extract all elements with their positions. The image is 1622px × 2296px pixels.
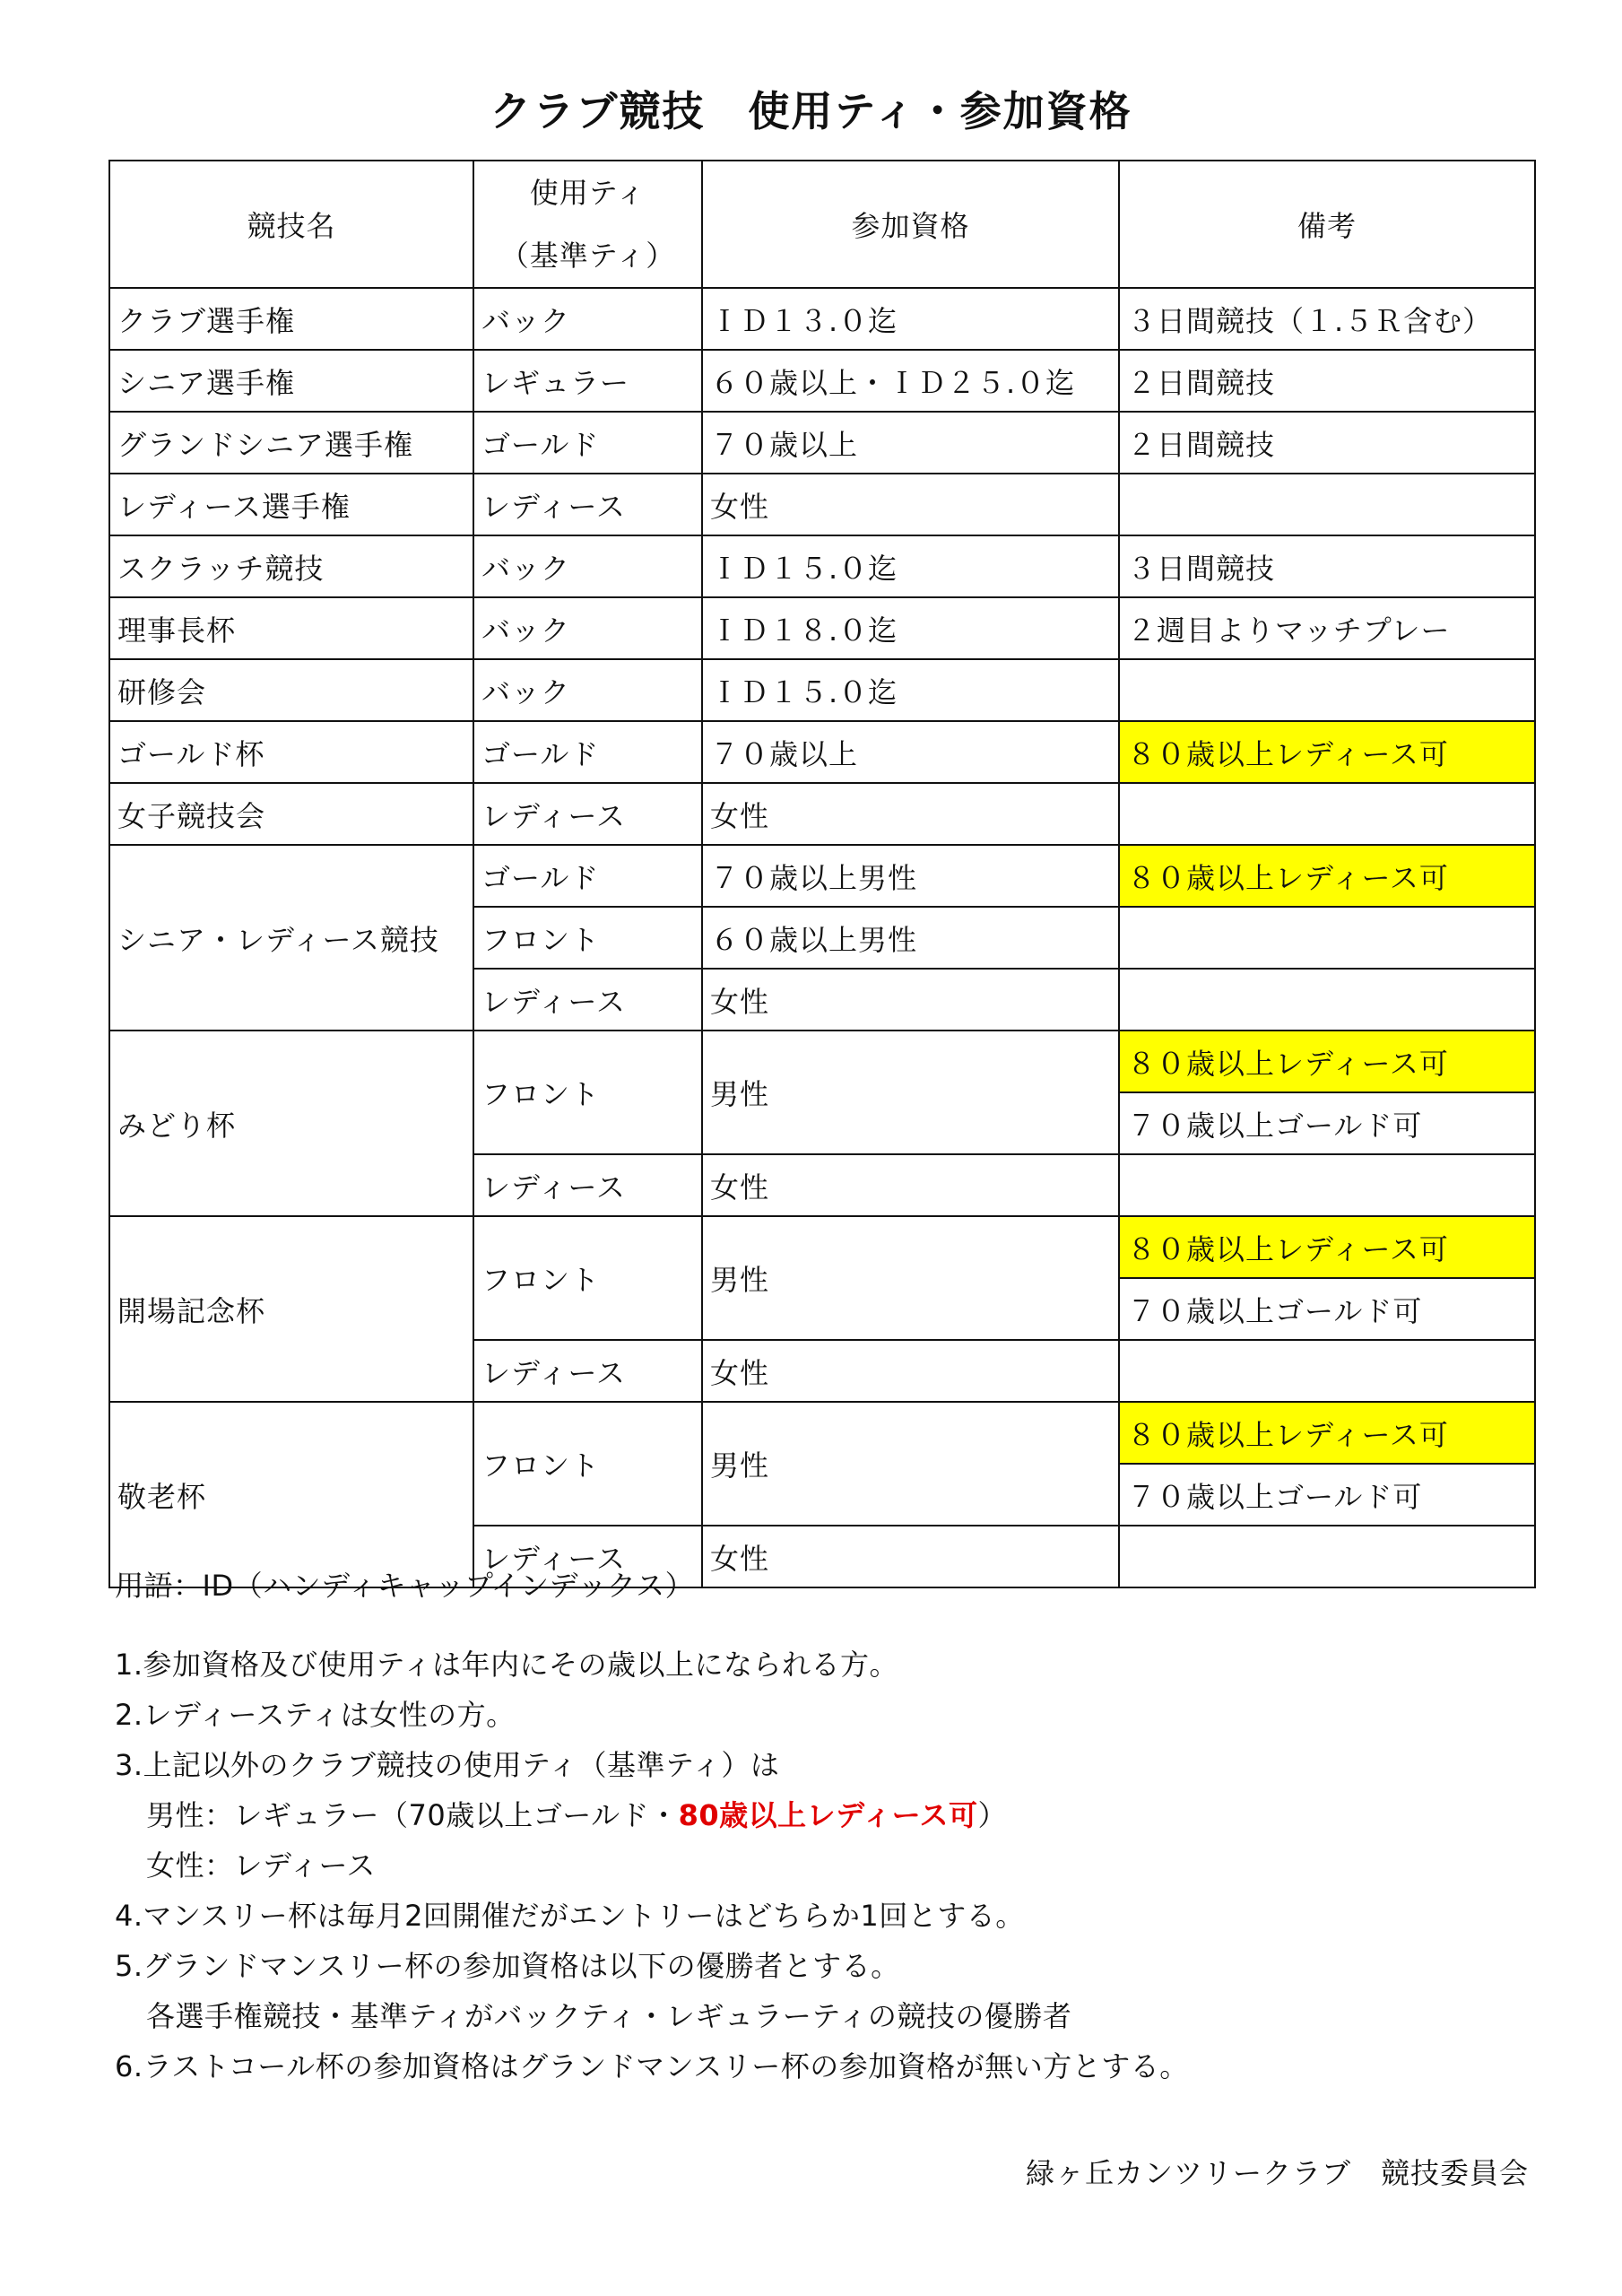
qualification-cell: ＩＤ１５.０迄	[702, 659, 1119, 721]
qualification-cell: ７０歳以上	[702, 721, 1119, 783]
qualification-cell: 女性	[702, 474, 1119, 535]
header-row	[109, 161, 1535, 288]
competition-name: 理事長杯	[109, 597, 473, 659]
tee-cell: バック	[473, 597, 702, 659]
qualification-cell: ６０歳以上男性	[702, 907, 1119, 969]
remark-cell	[1119, 1340, 1535, 1402]
competition-name: 研修会	[109, 659, 473, 721]
tee-cell: フロント	[473, 1216, 702, 1340]
tee-cell: ゴールド	[473, 845, 702, 907]
competition-name: 敬老杯	[109, 1402, 473, 1587]
competition-name: シニア・レディース競技	[109, 845, 473, 1031]
note-3-male-suffix: ）	[977, 1798, 1007, 1832]
qualification-cell: ７０歳以上	[702, 412, 1119, 474]
note-3-female: 女性：レディース	[146, 1848, 376, 1883]
page-title: クラブ競技 使用ティ・参加資格	[490, 87, 1132, 135]
tee-cell: バック	[473, 659, 702, 721]
tee-cell: フロント	[473, 1402, 702, 1526]
table-row	[109, 350, 1535, 412]
note-3: 3.上記以外のクラブ競技の使用ティ（基準ティ）は	[115, 1748, 780, 1782]
remark-cell: ２日間競技	[1119, 412, 1535, 474]
competition-name: 女子競技会	[109, 783, 473, 845]
competition-name: ゴールド杯	[109, 721, 473, 783]
note-5: 5.グランドマンスリー杯の参加資格は以下の優勝者とする。	[115, 1949, 900, 1983]
footer-signature: 緑ヶ丘カンツリークラブ 競技委員会	[1025, 2156, 1529, 2190]
remark-cell	[1119, 1154, 1535, 1216]
table-row	[109, 1031, 1535, 1092]
competition-name: 開場記念杯	[109, 1216, 473, 1402]
qualification-cell: 男性	[702, 1216, 1119, 1340]
remark-cell	[1119, 659, 1535, 721]
qualification-cell: 女性	[702, 783, 1119, 845]
remark-cell: ２日間競技	[1119, 350, 1535, 412]
tee-cell: フロント	[473, 907, 702, 969]
tee-cell: バック	[473, 535, 702, 597]
competition-name: レディース選手権	[109, 474, 473, 535]
note-3-male	[115, 1790, 1189, 1840]
note-4: 4.マンスリー杯は毎月2回開催だがエントリーはどちらか1回とする。	[115, 1899, 1025, 1933]
qualification-cell: ＩＤ１３.０迄	[702, 288, 1119, 350]
remark-cell-highlighted: ８０歳以上レディース可	[1119, 845, 1535, 907]
competition-name: シニア選手権	[109, 350, 473, 412]
header-name: 競技名	[109, 161, 473, 288]
competition-name: みどり杯	[109, 1031, 473, 1216]
remark-cell-highlighted: ８０歳以上レディース可	[1119, 1402, 1535, 1464]
remark-cell-highlighted: ８０歳以上レディース可	[1119, 721, 1535, 783]
tee-cell: レディース	[473, 1340, 702, 1402]
table-row	[109, 1402, 1535, 1464]
header-tee-line1: 使用ティ	[529, 176, 646, 210]
table-row	[109, 845, 1535, 907]
tee-cell: ゴールド	[473, 721, 702, 783]
tee-cell: レディース	[473, 1154, 702, 1216]
qualification-cell: 女性	[702, 1340, 1119, 1402]
remark-cell: ７０歳以上ゴールド可	[1119, 1092, 1535, 1154]
remark-cell	[1119, 969, 1535, 1031]
remark-cell: ７０歳以上ゴールド可	[1119, 1278, 1535, 1340]
competition-name: スクラッチ競技	[109, 535, 473, 597]
qualification-cell: ７０歳以上男性	[702, 845, 1119, 907]
remark-cell: ３日間競技	[1119, 535, 1535, 597]
table-row	[109, 535, 1535, 597]
note-2: 2.レディースティは女性の方。	[115, 1698, 516, 1732]
competition-name: クラブ選手権	[109, 288, 473, 350]
competition-table	[108, 160, 1536, 1588]
note-5-sub: 各選手権競技・基準ティがバックティ・レギュラーティの競技の優勝者	[146, 1999, 1072, 2033]
header-remarks: 備考	[1119, 161, 1535, 288]
table-row	[109, 288, 1535, 350]
remark-cell: ２週目よりマッチプレー	[1119, 597, 1535, 659]
notes-section	[115, 1561, 1189, 2092]
note-1: 1.参加資格及び使用ティは年内にその歳以上になられる方。	[115, 1648, 898, 1682]
qualification-cell: 女性	[702, 1526, 1119, 1587]
qualification-cell: 男性	[702, 1031, 1119, 1154]
qualification-cell: ＩＤ１８.０迄	[702, 597, 1119, 659]
tee-cell: レディース	[473, 783, 702, 845]
remark-cell-highlighted: ８０歳以上レディース可	[1119, 1216, 1535, 1278]
qualification-cell: ＩＤ１５.０迄	[702, 535, 1119, 597]
note-3-male-emphasis: 80歳以上レディース可	[678, 1798, 978, 1832]
remark-cell	[1119, 783, 1535, 845]
table-row	[109, 721, 1535, 783]
remark-cell	[1119, 907, 1535, 969]
note-3-male-prefix: 男性：レギュラー（70歳以上ゴールド・	[146, 1798, 679, 1832]
note-6: 6.ラストコール杯の参加資格はグランドマンスリー杯の参加資格が無い方とする。	[115, 2049, 1189, 2083]
qualification-cell: 女性	[702, 1154, 1119, 1216]
table-row	[109, 597, 1535, 659]
remark-cell: ７０歳以上ゴールド可	[1119, 1464, 1535, 1526]
tee-cell: レディース	[473, 1526, 702, 1587]
table-row	[109, 412, 1535, 474]
table-row	[109, 474, 1535, 535]
tee-cell: レディース	[473, 474, 702, 535]
tee-cell: ゴールド	[473, 412, 702, 474]
qualification-cell: ６０歳以上・ＩＤ２５.０迄	[702, 350, 1119, 412]
header-tee	[473, 161, 702, 288]
tee-cell: フロント	[473, 1031, 702, 1154]
table-row	[109, 659, 1535, 721]
tee-cell: バック	[473, 288, 702, 350]
table-row	[109, 783, 1535, 845]
remark-cell	[1119, 474, 1535, 535]
competition-name: グランドシニア選手権	[109, 412, 473, 474]
qualification-cell: 女性	[702, 969, 1119, 1031]
header-tee-line2: （基準ティ）	[499, 239, 676, 273]
tee-cell: レディース	[473, 969, 702, 1031]
header-qualification: 参加資格	[702, 161, 1119, 288]
remark-cell: ３日間競技（１.５Ｒ含む）	[1119, 288, 1535, 350]
table-row	[109, 1216, 1535, 1278]
qualification-cell: 男性	[702, 1402, 1119, 1526]
tee-cell: レギュラー	[473, 350, 702, 412]
remark-cell-highlighted: ８０歳以上レディース可	[1119, 1031, 1535, 1092]
glossary-note: 用語：ID（ハンディキャップインデックス）	[115, 1569, 695, 1603]
